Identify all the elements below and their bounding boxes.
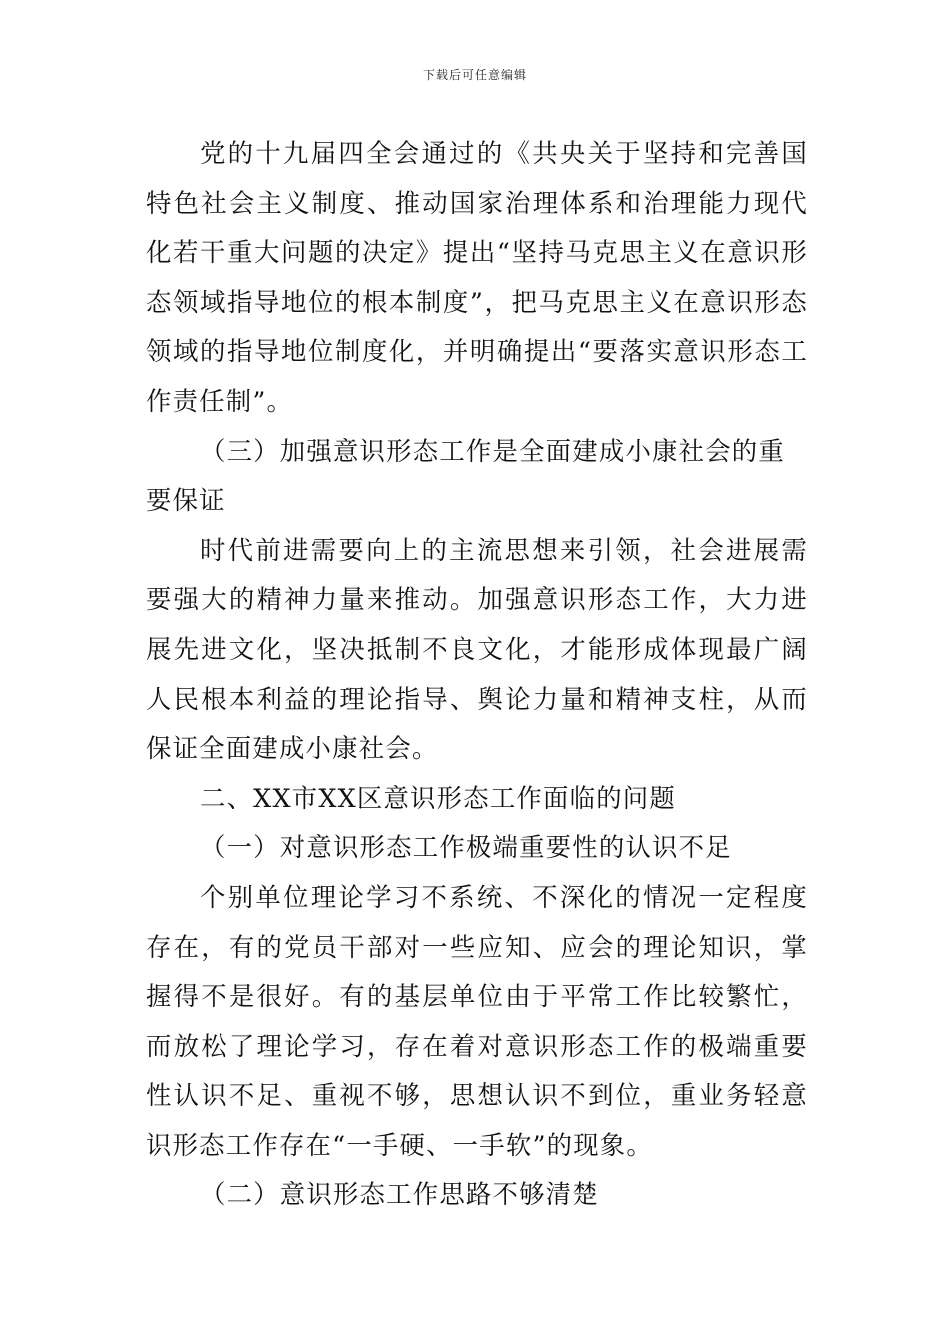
section-subheading: （三）加强意识形态工作是全面建成小康社会的重要保证 (146, 435, 785, 516)
body-paragraph: 个别单位理论学习不系统、不深化的情况一定程度存在，有的党员干部对一些应知、应会的理论知识，掌握得不是很好。有的基层单位由于平常工作比较繁忙，而放松了理论学习，存在着对意识形态工作的极端重要性认识不足、重视不够，思想认识不到位，重业务轻意识形态工作存在“一手硬、一手软”的现象。 (146, 881, 808, 1160)
section-subheading: （一）对意识形态工作极端重要性的认识不足 (200, 832, 732, 863)
body-paragraph: 时代前进需要向上的主流思想来引领，社会进展需要强大的精神力量来推动。加强意识形态工作，大力进展先进文化，坚决抵制不良文化，才能形成体现最广阔人民根本利益的理论指导、舆论力量和精神支柱，从而保证全面建成小康社会。 (146, 534, 808, 764)
section-heading: 二、XX市XX区意识形态工作面临的问题 (200, 782, 676, 813)
body-paragraph: 党的十九届四全会通过的《共央关于坚持和完善国特色社会主义制度、推动国家治理体系和治理能力现代化若干重大问题的决定》提出“坚持马克思主义在意识形态领域指导地位的根本制度”，把马克思主义在意识形态领域的指导地位制度化，并明确提出“要落实意识形态工作责任制”。 (146, 138, 808, 416)
document-body (146, 129, 808, 1220)
section-subheading: （二）意识形态工作思路不够清楚 (200, 1179, 599, 1210)
page-header: 下载后可任意编辑 (422, 68, 527, 82)
